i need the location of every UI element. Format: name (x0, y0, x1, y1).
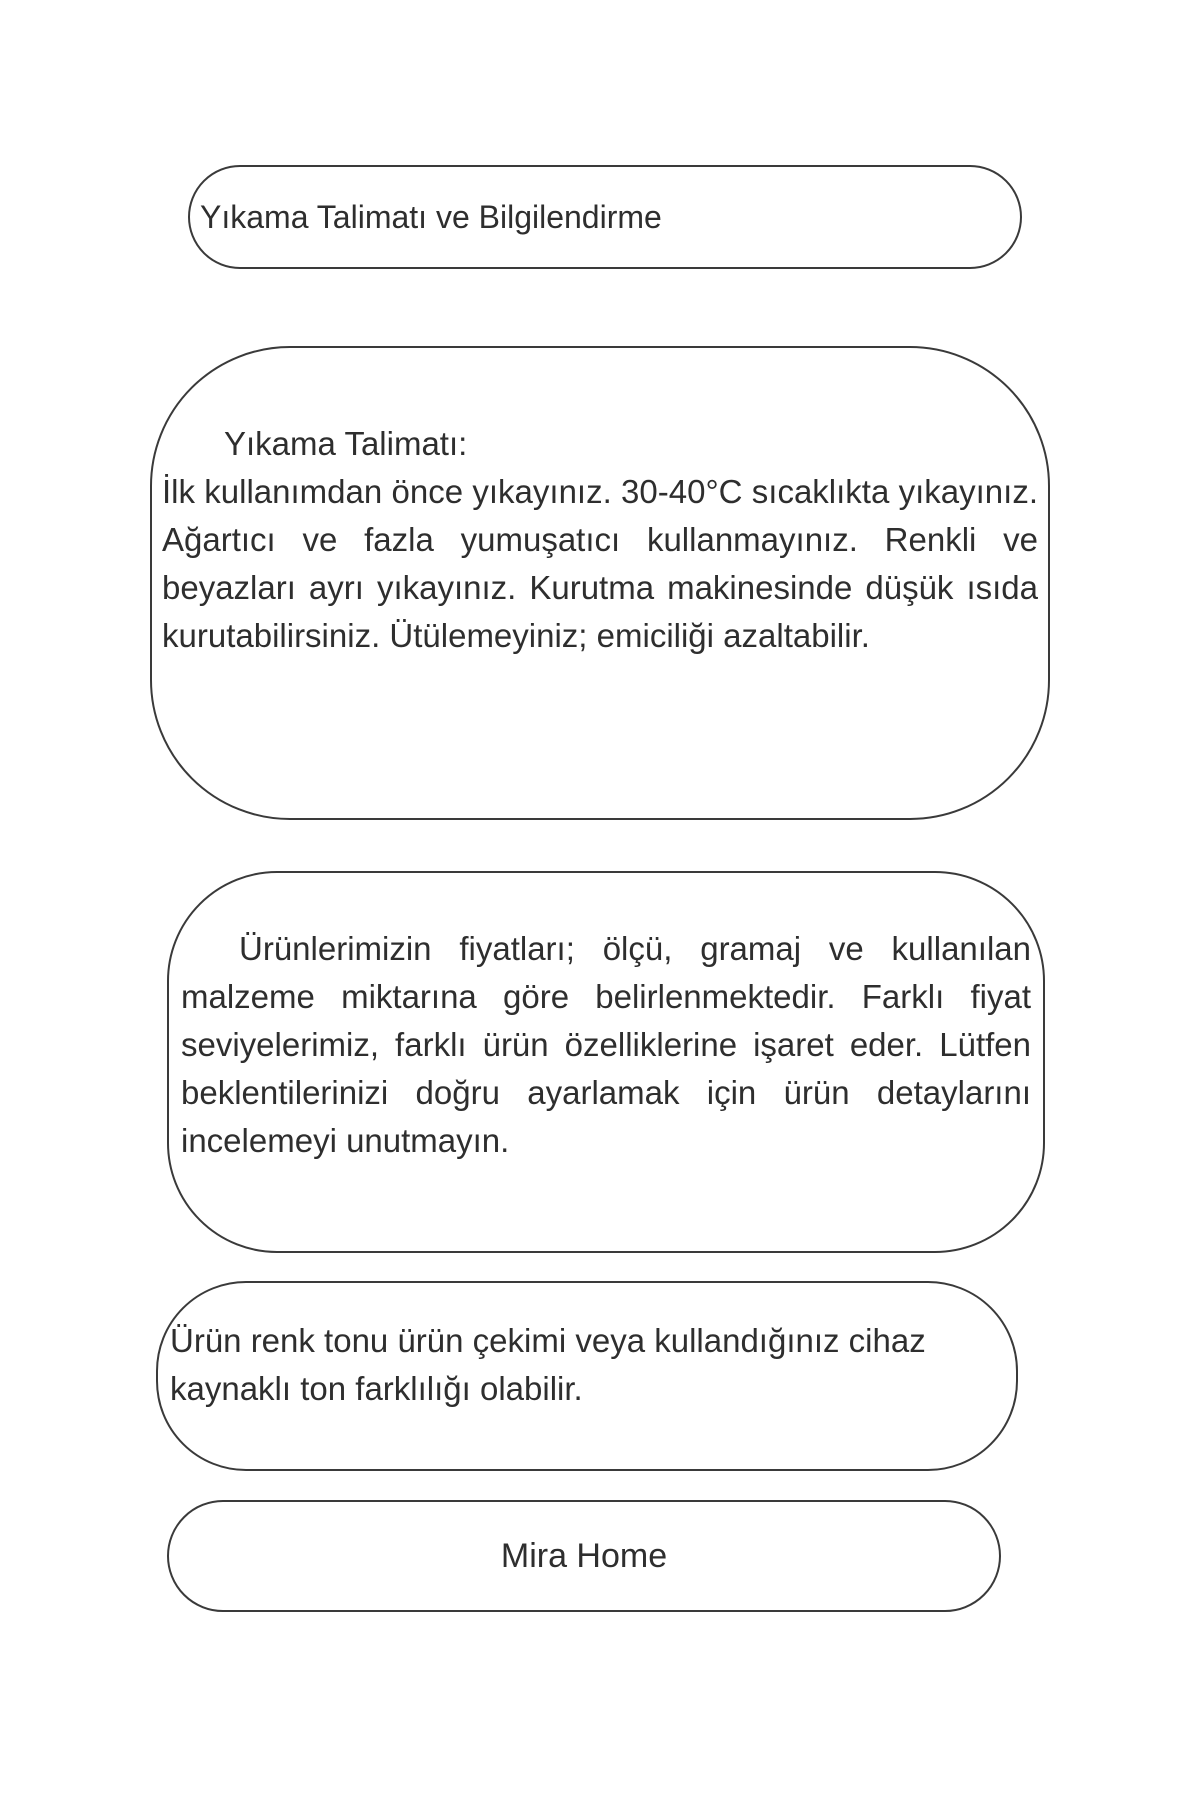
brand-box (167, 1500, 1001, 1612)
pricing-info-text: Ürünlerimizin fiyatları; ölçü, gramaj ve kullanılan malzeme miktarına göre belirlenmektedir. Farklı fiyat seviyelerimiz, farklı ürün özelliklerine işaret eder. Lütfen beklentilerinizi doğru ayarlamak için ürün detaylarını incelemeyi unutmayın. (181, 930, 1031, 1159)
wash-instructions-heading: Yıkama Talimatı: (224, 425, 468, 462)
pricing-info-box (167, 871, 1045, 1253)
page-title: Yıkama Talimatı ve Bilgilendirme (200, 198, 662, 235)
brand-name: Mira Home (500, 1536, 668, 1575)
color-note-box (156, 1281, 1018, 1471)
wash-instructions-text: İlk kullanımdan önce yıkayınız. 30-40°C sıcaklıkta yıkayınız. Ağartıcı ve fazla yumuşatıcı kullanmayınız. Renkli ve beyazları ayrı yıkayınız. Kurutma makinesinde düşük ısıda kurutabilirsiniz. Ütülemeyiniz; emiciliği azaltabilir. (162, 473, 1038, 654)
color-note-text: Ürün renk tonu ürün çekimi veya kullandığınız cihaz kaynaklı ton farklılığı olabilir. (170, 1322, 926, 1407)
wash-instructions-box (150, 346, 1050, 820)
title-box (188, 165, 1022, 269)
